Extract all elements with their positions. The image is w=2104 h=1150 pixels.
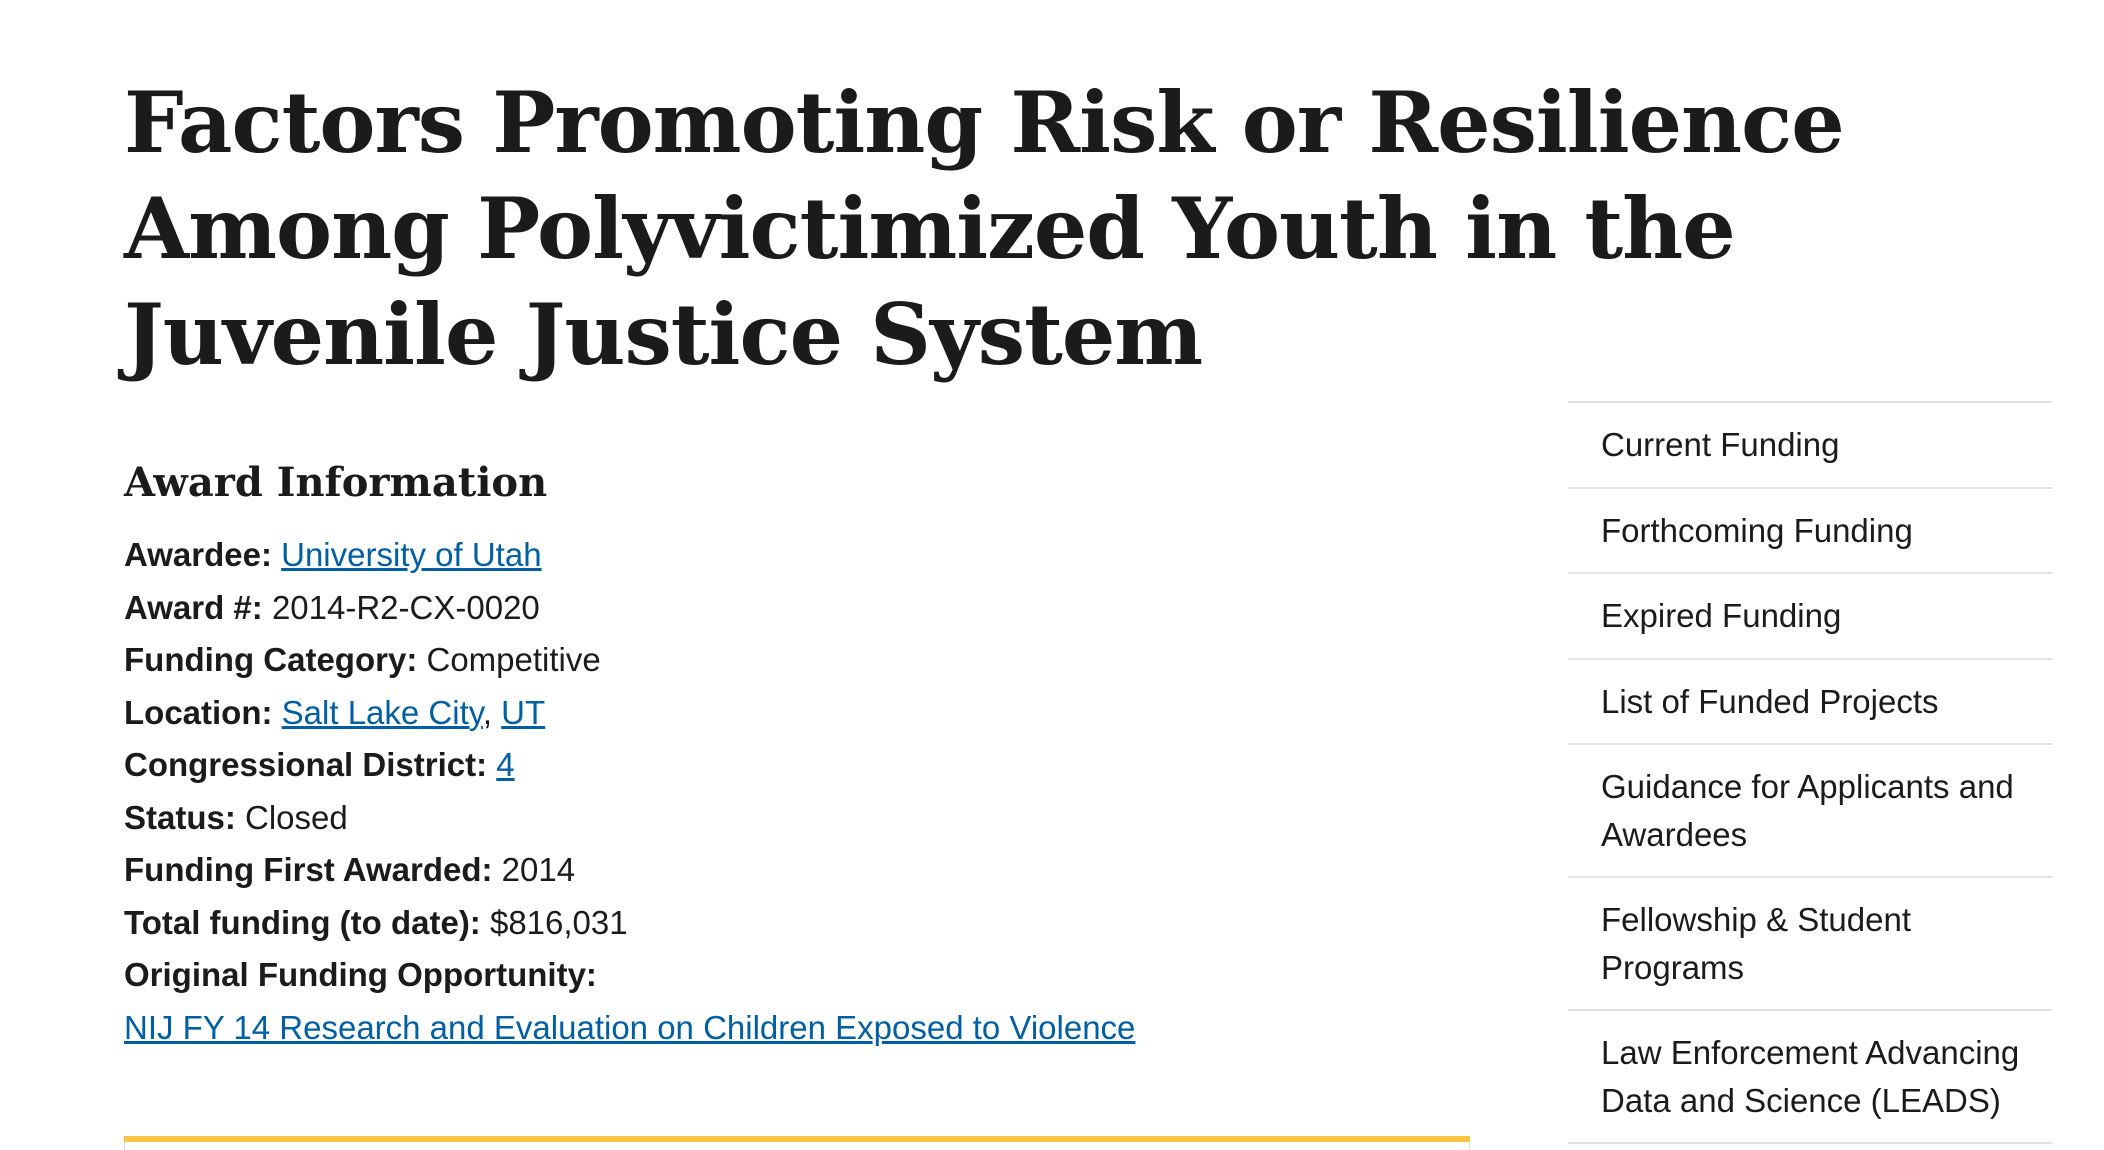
awardee-label: Awardee: <box>124 536 272 573</box>
total-funding-value: $816,031 <box>489 903 628 941</box>
sidenav-item-expired-funding[interactable]: Expired Funding <box>1568 574 2052 660</box>
status-label: Status: <box>124 798 236 836</box>
original-funding-opportunity-link[interactable]: NIJ FY 14 Research and Evaluation on Children Exposed to Violence <box>124 1008 1136 1046</box>
award-information-section <box>124 455 1474 1054</box>
total-funding-label: Total funding (to date): <box>124 903 481 941</box>
sidenav-item-guidance-for-applicants[interactable]: Guidance for Applicants and Awardees <box>1568 745 2052 878</box>
location-city-link[interactable]: Salt Lake City <box>281 693 483 731</box>
award-number-value: 2014-R2-CX-0020 <box>271 588 540 626</box>
original-funding-opportunity-link-row <box>124 1002 1474 1055</box>
funding-first-awarded-row <box>124 844 1474 897</box>
location-label: Location: <box>124 693 273 731</box>
funding-sidenav <box>1568 401 2052 1144</box>
original-funding-opportunity-label: Original Funding Opportunity: <box>124 956 597 993</box>
sidenav-item-leads[interactable]: Law Enforcement Advancing Data and Science (LEADS) <box>1568 1011 2052 1144</box>
status-value: Closed <box>245 798 348 836</box>
congressional-district-row <box>124 739 1474 792</box>
sidenav-item-fellowship-student-programs[interactable]: Fellowship & Student Programs <box>1568 878 2052 1011</box>
funding-first-awarded-label: Funding First Awarded: <box>124 851 493 888</box>
awardee-row <box>124 529 1474 582</box>
location-row <box>124 687 1474 740</box>
award-number-row <box>124 582 1474 635</box>
funding-category-row <box>124 634 1474 687</box>
total-funding-row <box>124 897 1474 950</box>
funding-category-label: Funding Category: <box>124 641 418 678</box>
awardee-link[interactable]: University of Utah <box>281 536 542 573</box>
sidenav-item-current-funding[interactable]: Current Funding <box>1568 403 2052 489</box>
funding-category-value: Competitive <box>426 641 601 678</box>
funding-first-awarded-value: 2014 <box>501 851 576 888</box>
original-funding-opportunity-row <box>124 949 1474 1002</box>
page-title: Factors Promoting Risk or Resilience Among Polyvictimized Youth in the Juvenile Justice System <box>124 73 1844 384</box>
award-information-heading: Award Information <box>124 459 548 506</box>
sidenav-item-forthcoming-funding[interactable]: Forthcoming Funding <box>1568 489 2052 575</box>
summary-box-edge <box>124 1142 1470 1150</box>
sidenav-item-list-of-funded-projects[interactable]: List of Funded Projects <box>1568 660 2052 746</box>
congressional-district-link[interactable]: 4 <box>496 746 515 783</box>
location-separator: , <box>482 693 492 731</box>
award-number-label: Award #: <box>124 588 263 626</box>
location-state-link[interactable]: UT <box>501 693 546 731</box>
congressional-district-label: Congressional District: <box>124 746 488 783</box>
status-row <box>124 792 1474 845</box>
